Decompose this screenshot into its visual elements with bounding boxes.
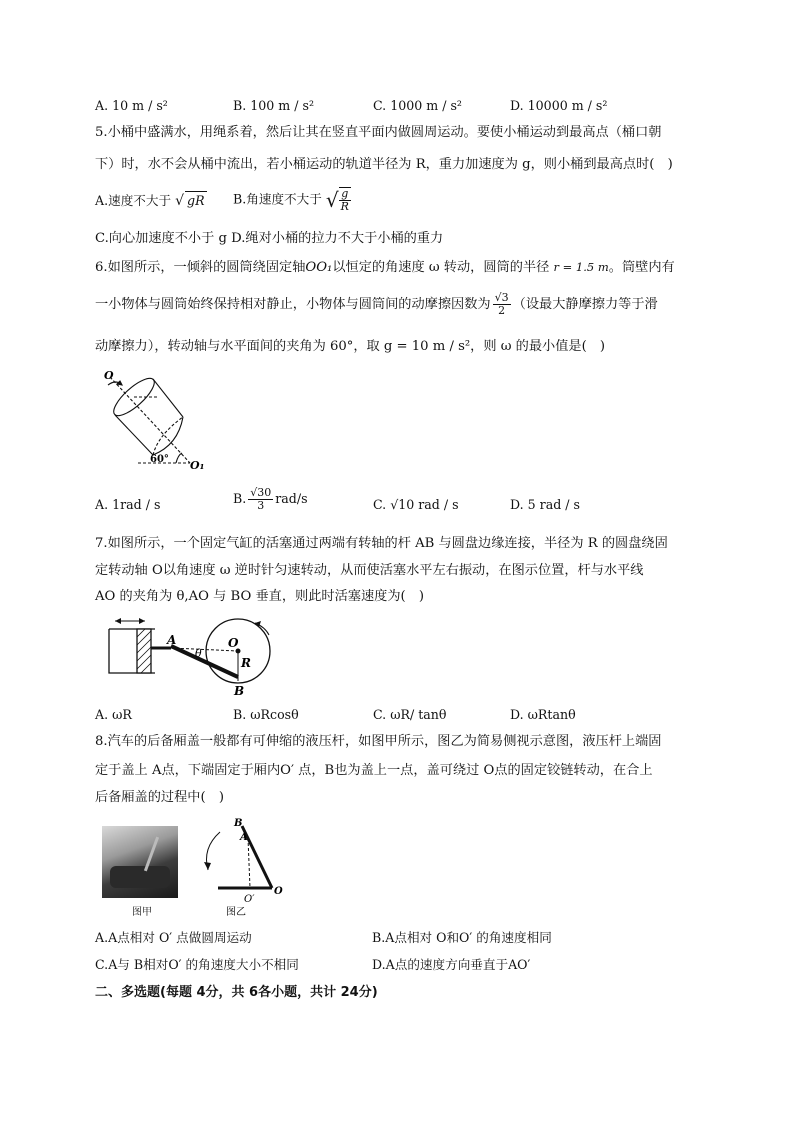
sqrt-sign: √ bbox=[175, 193, 185, 209]
text-span: 。筒壁内有 bbox=[608, 260, 675, 275]
label-a: A bbox=[240, 832, 248, 843]
text-span: 以恒定的角速度 ω 转动，圆筒的半径 bbox=[332, 260, 550, 275]
trunk-photo-body bbox=[110, 866, 170, 888]
q7-option-c: C. ωR/ tanθ bbox=[373, 707, 447, 722]
trunk-photo bbox=[102, 826, 178, 898]
q8-option-d: D.A点的速度方向垂直于AO′ bbox=[372, 957, 531, 972]
arrow-head-left bbox=[115, 618, 121, 624]
q6-option-d: D. 5 rad / s bbox=[510, 497, 580, 512]
label-b: B bbox=[234, 684, 245, 698]
trunk-schematic bbox=[190, 818, 285, 918]
q8-stem-line2: 定于盖上 A点，下端固定于厢内O′ 点，B也为盖上一点，盖可绕过 O点的固定铰链转动，在合上 bbox=[95, 763, 653, 778]
fraction-numerator: g bbox=[339, 188, 351, 201]
cylinder-edge-right bbox=[153, 379, 183, 417]
q6-option-c: C. √10 rad / s bbox=[373, 497, 459, 512]
q8-option-a: A.A点相对 O′ 点做圆周运动 bbox=[95, 930, 252, 945]
q7-option-b: B. ωRcosθ bbox=[233, 707, 299, 722]
caption-figure-yi: 图乙 bbox=[226, 907, 246, 918]
q7-option-d: D. ωRtanθ bbox=[510, 707, 576, 722]
q4-option-b: B. 100 m / s² bbox=[233, 98, 315, 113]
q6-option-a: A. 1rad / s bbox=[95, 497, 161, 512]
text-span: 6.如图所示，一倾斜的圆筒绕固定轴 bbox=[95, 260, 306, 275]
text-span: （设最大静摩擦力等于滑 bbox=[512, 297, 658, 312]
q4-option-c: C. 1000 m / s² bbox=[373, 98, 462, 113]
cylinder-edge-left bbox=[115, 415, 153, 455]
label-a: A bbox=[167, 633, 177, 647]
q8-option-c: C.A与 B相对O′ 的角速度大小不相同 bbox=[95, 957, 299, 972]
q7-stem-line2: 定转动轴 O以角速度 ω 逆时针匀速转动，从而使活塞水平左右振动，在图示位置，杆与水平线 bbox=[95, 563, 644, 578]
angle-arc bbox=[176, 453, 182, 463]
cylinder-bottom-hidden-arc bbox=[153, 417, 183, 455]
hydraulic-rod bbox=[248, 838, 250, 888]
label-b: B bbox=[234, 818, 243, 829]
axis-label: OO₁ bbox=[305, 260, 333, 275]
q8-stem-line3: 后备厢盖的过程中( ) bbox=[95, 790, 224, 805]
sqrt-sign: √ bbox=[325, 188, 339, 212]
section-heading-multiple-choice: 二、多选题(每题 4分，共 6各小题，共计 24分) bbox=[95, 985, 378, 1000]
text-span: 一小物体与圆筒始终保持相对静止，小物体与圆筒间的动摩擦因数为 bbox=[95, 297, 491, 312]
label-o: O bbox=[104, 369, 114, 382]
q7-option-a: A. ωR bbox=[95, 707, 132, 722]
unit: rad/s bbox=[275, 491, 308, 506]
closing-arrow-head bbox=[204, 862, 211, 870]
arrow-head bbox=[117, 381, 122, 385]
label-angle: 60° bbox=[150, 454, 169, 465]
label-theta: θ bbox=[195, 647, 202, 660]
q5-option-a bbox=[95, 191, 207, 210]
label-o: O bbox=[228, 636, 239, 650]
fraction-denominator: 2 bbox=[498, 304, 506, 317]
q7-stem-line1: 7.如图所示，一个固定气缸的活塞通过两端有转轴的杆 AB 与圆盘边缘连接，半径为 R 的圆盘绕固 bbox=[95, 536, 668, 551]
q5-stem-line1: 5.小桶中盛满水，用绳系着，然后让其在竖直平面内做圆周运动。要使小桶运动到最高点（桶口朝 bbox=[95, 125, 662, 140]
label-o-prime: O′ bbox=[244, 894, 255, 905]
q7-piston-figure bbox=[105, 615, 285, 700]
q6-option-b bbox=[233, 487, 308, 512]
option-label: B. bbox=[233, 491, 247, 506]
q8-stem-line1: 8.汽车的后备厢盖一般都有可伸缩的液压杆，如图甲所示，图乙为简易侧视示意图，液压杆上端固 bbox=[95, 734, 662, 749]
q5-option-a-radicand: gR bbox=[187, 193, 205, 208]
q6-cylinder-figure bbox=[98, 365, 208, 475]
fraction-denominator: R bbox=[340, 200, 349, 213]
q6-stem-line1 bbox=[95, 258, 675, 277]
q4-option-d: D. 10000 m / s² bbox=[510, 98, 608, 113]
q5-option-b-label: B.角速度不大于 bbox=[233, 191, 322, 207]
q4-option-a: A. 10 m / s² bbox=[95, 98, 168, 113]
q6-stem-line3: 动摩擦力），转动轴与水平面间的夹角为 60°，取 g = 10 m / s²，则 ω 的最小值是( ) bbox=[95, 339, 606, 354]
fraction-denominator: 3 bbox=[257, 499, 265, 512]
q8-option-b: B.A点相对 O和O′ 的角速度相同 bbox=[372, 930, 552, 945]
rotation-axis-line bbox=[110, 377, 190, 463]
q5-option-b-fraction bbox=[339, 187, 351, 213]
q6-option-b-fraction bbox=[248, 487, 273, 512]
q5-option-a-label: A.速度不大于 bbox=[95, 193, 172, 208]
label-o1: O₁ bbox=[190, 459, 205, 472]
arrow-head-right bbox=[139, 618, 145, 624]
q5-stem-line2: 下）时，水不会从桶中流出，若小桶运动的轨道半径为 R，重力加速度为 g，则小桶到最高点时( ) bbox=[95, 157, 673, 172]
q5-options-cd: C.向心加速度不小于 g D.绳对小桶的拉力不大于小桶的重力 bbox=[95, 231, 444, 246]
friction-coefficient-fraction bbox=[493, 292, 511, 317]
q5-option-b bbox=[233, 187, 353, 213]
radius-value: r = 1.5 m bbox=[553, 260, 609, 274]
label-o: O bbox=[274, 886, 283, 897]
caption-figure-jia: 图甲 bbox=[132, 907, 152, 918]
q7-stem-line3: AO 的夹角为 θ,AO 与 BO 垂直，则此时活塞速度为( ) bbox=[95, 589, 424, 604]
label-r: R bbox=[241, 656, 251, 670]
fraction-numerator: √3 bbox=[494, 291, 509, 304]
fraction-numerator: √30 bbox=[250, 486, 272, 499]
cylinder-bottom-arc bbox=[153, 417, 183, 455]
q6-stem-line2 bbox=[95, 292, 658, 317]
